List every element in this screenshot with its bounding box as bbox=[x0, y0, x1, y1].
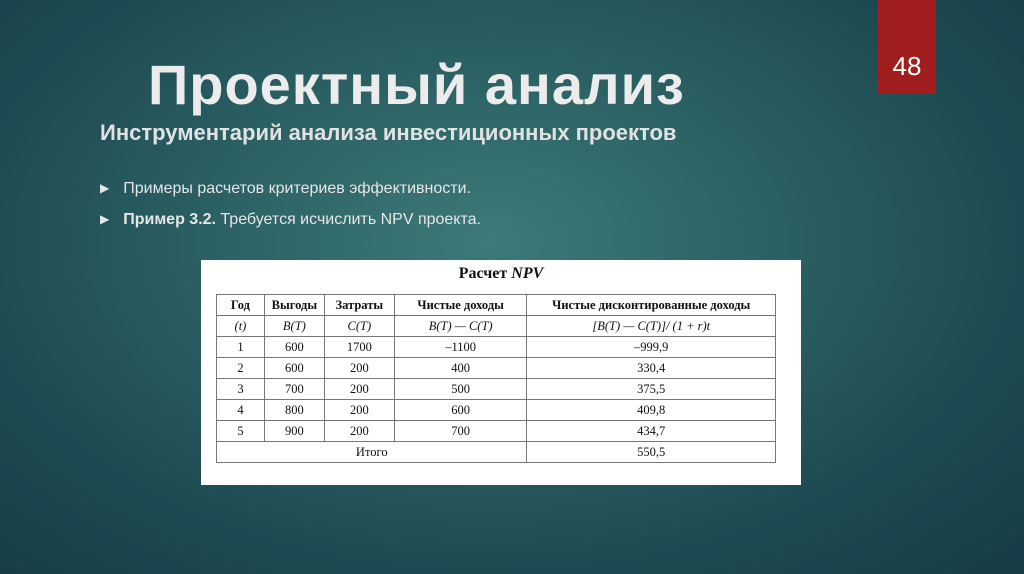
subheader-cell: B(T) — C(T) bbox=[394, 316, 527, 337]
table-cell: 700 bbox=[394, 421, 527, 442]
subheader-cell: (t) bbox=[217, 316, 265, 337]
table-subheader-row bbox=[217, 316, 776, 337]
table-cell: 200 bbox=[324, 379, 394, 400]
table-cell: 375,5 bbox=[527, 379, 776, 400]
header-cell: Чистые доходы bbox=[394, 295, 527, 316]
table-cell: 400 bbox=[394, 358, 527, 379]
table-cell: 700 bbox=[264, 379, 324, 400]
table-row bbox=[217, 379, 776, 400]
table-header-row bbox=[217, 295, 776, 316]
total-value: 550,5 bbox=[527, 442, 776, 463]
table-total-row bbox=[217, 442, 776, 463]
subheader-cell: B(T) bbox=[264, 316, 324, 337]
table-cell: 1700 bbox=[324, 337, 394, 358]
triangle-bullet-icon: ▶ bbox=[100, 181, 110, 195]
table-cell: 500 bbox=[394, 379, 527, 400]
table-cell: 434,7 bbox=[527, 421, 776, 442]
table-cell: 330,4 bbox=[527, 358, 776, 379]
table-cell: 409,8 bbox=[527, 400, 776, 421]
table-cell: –1100 bbox=[394, 337, 527, 358]
header-cell: Год bbox=[217, 295, 265, 316]
bullet-item bbox=[100, 211, 481, 229]
table-cell: 2 bbox=[217, 358, 265, 379]
subheader-cell: C(T) bbox=[324, 316, 394, 337]
bullet-text: Примеры расчетов критериев эффективности. bbox=[123, 180, 471, 197]
npv-table-image bbox=[201, 260, 801, 485]
table-cell: 600 bbox=[264, 358, 324, 379]
triangle-bullet-icon: ▶ bbox=[100, 212, 110, 226]
npv-table bbox=[216, 294, 776, 463]
bullet-item bbox=[100, 180, 471, 198]
table-cell: 600 bbox=[394, 400, 527, 421]
table-title-italic: NPV bbox=[511, 265, 544, 282]
bullet-bold: Пример 3.2. bbox=[123, 211, 216, 228]
table-cell: 200 bbox=[324, 421, 394, 442]
page-number: 48 bbox=[892, 51, 922, 81]
table-cell: –999,9 bbox=[527, 337, 776, 358]
bullet-text: Требуется исчислить NPV проекта. bbox=[215, 211, 481, 228]
table-cell: 5 bbox=[217, 421, 265, 442]
header-cell: Затраты bbox=[324, 295, 394, 316]
subheader-cell: [B(T) — C(T)]/ (1 + r)t bbox=[527, 316, 776, 337]
table-cell: 3 bbox=[217, 379, 265, 400]
table-row bbox=[217, 400, 776, 421]
table-cell: 1 bbox=[217, 337, 265, 358]
table-cell: 200 bbox=[324, 358, 394, 379]
table-row bbox=[217, 358, 776, 379]
table-row bbox=[217, 421, 776, 442]
table-cell: 200 bbox=[324, 400, 394, 421]
total-label: Итого bbox=[217, 442, 527, 463]
slide-title: Проектный анализ bbox=[148, 53, 685, 116]
table-cell: 600 bbox=[264, 337, 324, 358]
table-title: Расчет NPV bbox=[458, 265, 544, 282]
header-cell: Выгоды bbox=[264, 295, 324, 316]
table-cell: 4 bbox=[217, 400, 265, 421]
table-cell: 800 bbox=[264, 400, 324, 421]
page-number-badge bbox=[878, 0, 936, 94]
header-cell: Чистые дисконтированные доходы bbox=[527, 295, 776, 316]
table-row bbox=[217, 337, 776, 358]
slide-subtitle: Инструментарий анализа инвестиционных проектов bbox=[100, 120, 677, 145]
table-cell: 900 bbox=[264, 421, 324, 442]
